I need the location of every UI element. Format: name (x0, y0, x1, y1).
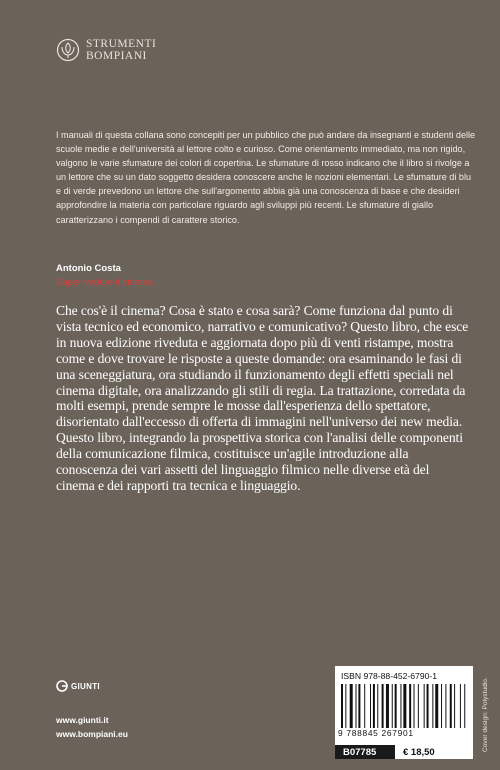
series-description: I manuali di questa collana sono concepiti per un pubblico che può andare da insegnanti e studenti delle scuole medie e dell'università al lettore colto e curioso. Come orientamento immediato, ma non rigido, valgono le varie sfumature dei colori di copertina. Le sfumature di rosso indicano che il libro si rivolge a un lettore che su un dato soggetto desidera conoscere anche le nozioni elementari. Le sfumature di blu e di verde prevedono un lettore che sull'argomento abbia già una conoscenza di base e che desideri approfondire la materia con particolare riguardo agli sviluppi più recenti. Le sfumature di giallo caratterizzano i compendi di carattere storico. (56, 130, 476, 225)
website-giunti[interactable]: www.giunti.it (56, 715, 109, 725)
barcode-icon (341, 684, 467, 728)
series-logo-text (86, 38, 156, 62)
book-blurb: Che cos'è il cinema? Cosa è stato e cosa sarà? Come funziona dal punto di vista tecnico ed economico, narrativo e comunicativo? Questo libro, che esce in nuova edizione riveduta e aggiornata dopo più di venti ristampe, mostra come e dove trovare le risposte a queste domande: ora esaminando le fasi di una sceneggiatura, ora studiando il funzionamento degli effetti speciali nel cinema digitale, ora analizzando gli stili di regia. La trattazione, corredata da molti esempi, prende sempre le mosse dall'esperienza dello spettatore, disorientato dall'eccesso di offerta di immagini nell'universo dei new media. Questo libro, integrando la prospettiva storica con l'analisi delle componenti della comunicazione filmica, costituisce un'agile introduzione alla conoscenza dei vari assetti del linguaggio filmico nelle diverse età del cinema e dei rapporti tra tecnica e linguaggio. (56, 303, 469, 493)
publisher-name: GIUNTI (71, 681, 100, 691)
series-logo (56, 38, 156, 62)
price-label: € 18,50 (395, 745, 473, 759)
isbn-label: ISBN 978-88-452-6790-1 (341, 671, 438, 681)
price-row (335, 745, 473, 759)
website-bompiani[interactable]: www.bompiani.eu (56, 729, 128, 739)
bompiani-flower-icon (56, 38, 80, 62)
book-title: Saper vedere il cinema (56, 277, 154, 288)
barcode-box (335, 666, 473, 745)
cover-credit: Cover design: Polystudio. (482, 677, 489, 752)
giunti-logo-icon (56, 680, 68, 692)
book-author: Antonio Costa (56, 263, 121, 274)
series-name-line2: BOMPIANI (86, 50, 147, 62)
series-name-line1: STRUMENTI (86, 38, 157, 50)
publisher-logo (56, 680, 100, 692)
product-code: B07785 (335, 745, 395, 759)
publisher-websites (56, 713, 128, 741)
ean-digits: 9 788845 267901 (338, 728, 414, 738)
